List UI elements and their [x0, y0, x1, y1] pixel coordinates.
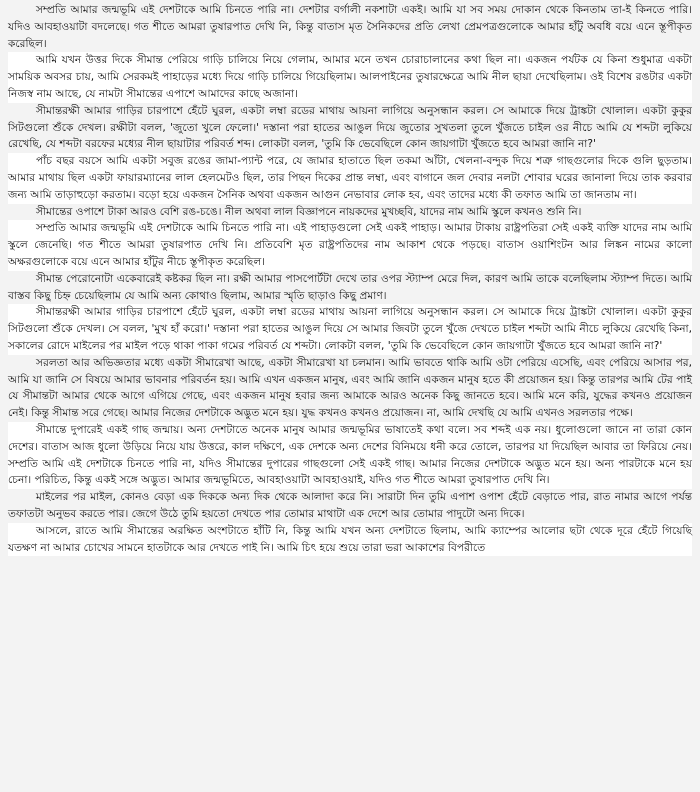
paragraph-6: সম্প্রতি আমার জন্মভূমি এই দেশটাকে আমি চিনতে পারি না। এই পাহাড়গুলো সেই একই পাহাড়। আমার টাকায় রাষ্ট্রপতিরা সেই একই ব্যক্তি যাদের নাম আমি স্কুলে জেনেছি। গত শীতে আমরা তুষারপাত দেখি নি। প্রতিবেশি মৃত রাষ্ট্রপতিদের নাম আকাশ থেকে পড়ছে। বাতাস ওয়াশিংটন আর লিঙ্কন নামের কালো অক্ষরগুলোকে বয়ে এনে আমার হাঁটুর নীচে স্তূপীকৃত করেছিল।: [8, 220, 692, 270]
paragraph-10: সীমান্তে দুপারেই একই গাছ জন্মায়। অন্য দেশটাতে অনেক মানুষ আমার জন্মভূমির ভাষাতেই কথা বলে। সব শব্দই এক নয়। ধুলোগুলো জানে না তারা কোন দেশের। বাতাস আজ ধুলো উড়িয়ে নিয়ে যায় উত্তরে, কাল দক্ষিণে, এক দেশকে অন্য দেশের বিনিময়ে ধনী করে তোলে, তারপর যা দিয়েছিল আবার তা ফিরিয়ে নেয়। সম্প্রতি আমি এই দেশটাকে চিনতে পারি না, যদিও সীমান্তের দুপারের গাছগুলো সেই একই গাছ। আমার নিজের দেশটাকে অদ্ভুত মনে হয়। অন্য পারটাকে মনে হয় চেনা। পরিচিত, কিন্তু একই সঙ্গে অদ্ভুত। আমার জন্মভূমিতে, আবহাওয়াটা আবহাওয়াই, যদিও গত শীতে আমরা তুষারপাত দেখি নি।: [8, 422, 692, 489]
paragraph-9: সরলতা আর অভিজ্ঞতার মধ্যে একটা সীমারেখা আছে, একটা সীমারেখা যা চলমান। আমি ভাবতে থাকি আমি ওটা পেরিয়ে এসেছি, এবং পেরিয়ে আসার পর, আমি যা জানি সে বিষয়ে আমার ভাবনার পরিবর্তন হয়। আমি এখন একজন মানুষ, এবং আমি জানি একজন মানুষ হতে কী প্রয়োজন হয়। কিন্তু তারপর আমি টের পাই যে সীমান্তটা আমার থেকে আগে এগিয়ে গেছে, এবং একজন মানুষ হবার জন্য আমাকে আরও অনেক কিছু জানতে হবে। আমি মনে করি, যুদ্ধের কখনও প্রয়োজন নেই। কিন্তু সীমান্ত সরে গেছে। আমার নিজের দেশটাকে অদ্ভুত মনে হয়। যুদ্ধ কখনও কখনও প্রয়োজন। না, আমি দেখছি যে আমি এখনও সরলতার পক্ষে।: [8, 356, 692, 420]
paragraph-8: সীমান্তরক্ষী আমার গাড়ির চারপাশে হেঁটে ঘুরল, একটা লম্বা রডের মাথায় আয়না লাগিয়ে অনুসন্ধান করল। সে আমাকে দিয়ে ট্রাঙ্কটা খোলাল। একটা কুকুর সিটগুলো শুঁকে দেখল। সে বলল, 'মুখ হাঁ করো।' দস্তানা পরা হাতের আঙুল দিয়ে সে আমার জিবটা তুলে খুঁজে দেখতে চাইল শব্দটা আমি নীচে লুকিয়ে রেখেছি কিনা, সকালের রোদে মাইলের পর মাইল পড়ে থাকা পাকা গমের পরিবর্ত যে শব্দটা। লোকটা বলল, 'তুমি কি ভেবেছিলে কোন জায়গাটা খুঁজতে হবে আমরা জানি না?': [8, 304, 692, 354]
paragraph-1: সম্প্রতি আমার জন্মভূমি এই দেশটাকে আমি চিনতে পারি না। দেশটার বর্গালী নকশাটা একই। আমি যা সব সময় দোকান থেকে কিনতাম তা-ই কিনতে পারি। যদিও আবহাওয়াটা বদলেছে। গত শীতে আমরা তুষারপাত দেখি নি, কিন্তু বাতাস মৃত সৈনিকদের প্রতি লেখা প্রেমপত্রগুলোকে আমার হাঁটু অবধি বয়ে এনে স্তূপীকৃত করেছিল।: [8, 4, 692, 50]
paragraph-11: মাইলের পর মাইল, কোনও বেড়া এক দিককে অন্য দিক থেকে আলাদা করে নি। সারাটা দিন তুমি এপাশ ওপাশ হেঁটে বেড়াতে পার, রাত নামার আগে পর্যন্ত তফাতটা অনুভব করতে পার। জেগে উঠে তুমি হয়তো দেখতে পার তোমার মাথাটা এক দেশে আর তোমার পাদুটো অন্য দিকে।: [8, 491, 692, 520]
paragraph-5: সীমান্তের ওপাশে টাকা আরও বেশি রঙ-চঙে। নীল অথবা লাল বিজ্ঞাপনে নায়কদের মুখচ্ছবি, যাদের নাম আমি স্কুলে কখনও শুনি নি।: [36, 205, 582, 218]
paragraph-3: সীমান্তরক্ষী আমার গাড়ির চারপাশে হেঁটে ঘুরল, একটা লম্বা রডের মাথায় আয়না লাগিয়ে অনুসন্ধান করল। সে আমাকে দিয়ে ট্রাঙ্কটা খোলাল। একটা কুকুর সিটগুলো শুঁকে দেখল। রক্ষীটা বলল, 'জুতো খুলে ফেলো।' দস্তানা পরা হাতের আঙুল দিয়ে জুতোর সুখতলা তুলে খুঁজতে চাইল ওর নীচে আমি যে শব্দটা লুকিয়ে রেখেছি, যে শব্দটা বরফের মধ্যের নীল ছায়াটার পরিবর্ত শব্দ। লোকটা বলল, 'তুমি কি ভেবেছিলে কোন জায়গাটা খুঁজতে হবে আমরা জানি না?': [8, 104, 692, 151]
paragraph-4: পাঁচ বছর বয়সে আমি একটা সবুজ রঙের জামা-প্যান্ট পরে, যে জামার হাতাতে ছিল তকমা আঁটা, খেলনা-বন্দুক দিয়ে শত্রু গাছগুলোর দিকে গুলি ছুড়তাম। আমার মাথায় ছিল একটা ফায়ারম্যানের লাল হেলমেটও ছিল, তার পিছন দিকের প্রান্ত লম্বা, এবং বাগানে জল দেবার নলটা শোবার ঘরের জানালা দিয়ে তাক করবার জন্য আমি তাড়াহুড়ো করতাম। বড়ো হয়ে একজন সৈনিক অথবা একজন আগুন নেভাবার লোক হব, এবং তাদের মধ্যে কী তফাত আমি তা জানতাম না।: [8, 153, 692, 203]
paragraph-7: সীমান্ত পেরোনোটা একেবারেই কষ্টকর ছিল না। রক্ষী আমার পাসপোর্টটা দেখে তার ওপর স্ট্যাম্প মেরে দিল, কারণ আমি তাকে বলেছিলাম স্ট্যাম্প দিতে। আমি বাস্তব কিছু চিহ্ন চেয়েছিলাম যে আমি অন্য কোথাও ছিলাম, আমার স্মৃতি ছাড়াও কিছু প্রমাণ।: [8, 272, 692, 302]
paragraph-12: আসলে, রাতে আমি সীমান্তের অরক্ষিত অংশটাতে হাঁটি নি, কিন্তু আমি যখন অন্য দেশটাতে ছিলাম, আমি ক্যাম্পের আলোর ছটা থেকে দূরে হেঁটে গিয়েছি যতক্ষণ না আমার চোখের সামনে হাতটাকে আর দেখতে পাই নি। আমি চিৎ হয়ে শুয়ে তারা ভরা আকাশের বিপরীতে: [8, 523, 692, 557]
paragraph-2: আমি যখন উত্তর দিকে সীমান্ত পেরিয়ে গাড়ি চালিয়ে নিয়ে গেলাম, আমার মনে তখন চোরাচালানের কথা ছিল না। একজন পর্যটক যে কিনা শুধুমাত্র একটা সাময়িক অবসর চায়, আমি সেরকমই পাহাড়ের মধ্যে দিয়ে গাড়ি চালিয়ে গিয়েছিলাম। আলপাইনের তুষারক্ষেত্রে আমি নীল ছায়া দেখেছিলাম। ওই বিশেষ রঙটার একটা নিজস্ব নাম আছে, যে নামটা সীমান্তের এপাশে আমাদের কাছে অজানা।: [8, 52, 692, 102]
